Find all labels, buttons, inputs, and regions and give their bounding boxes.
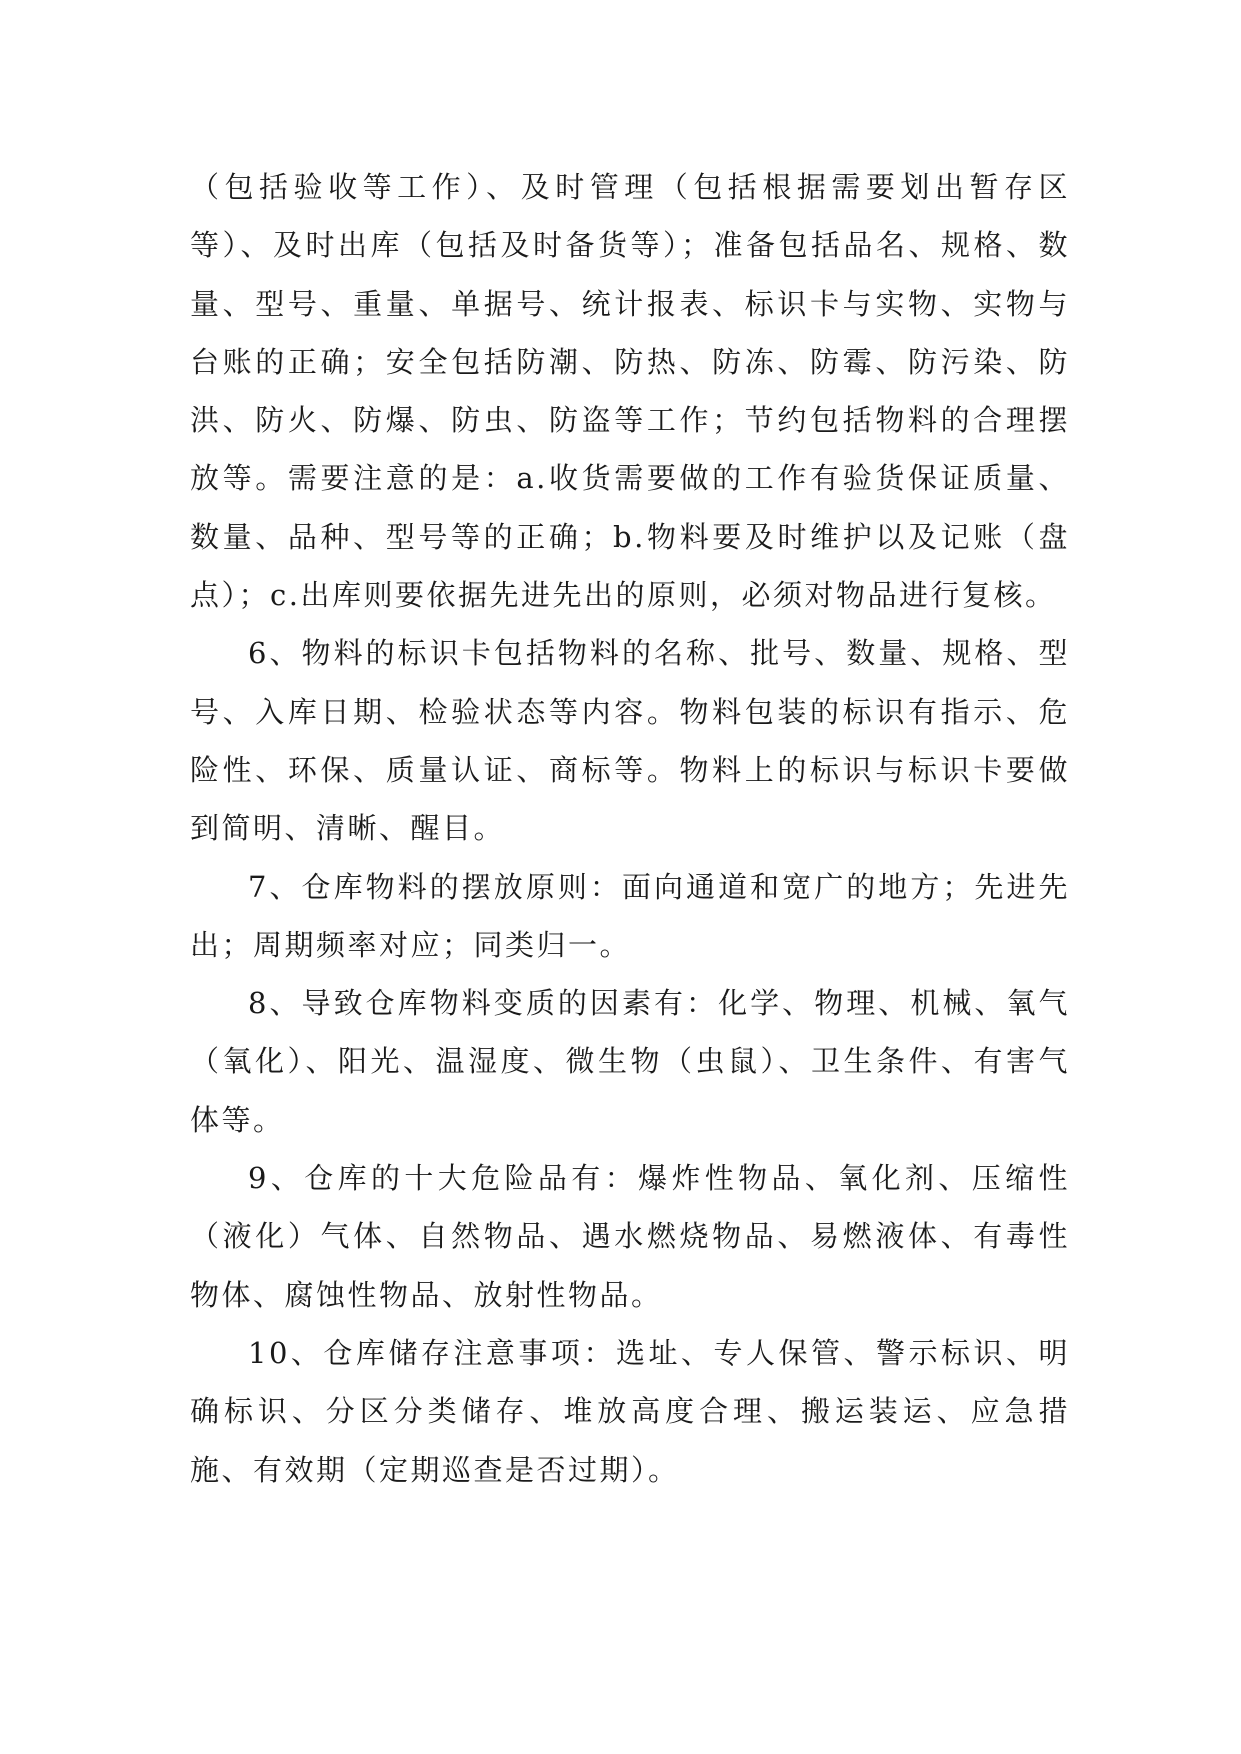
paragraph-item-10: 10、仓库储存注意事项：选址、专人保管、警示标识、明确标识、分区分类储存、堆放高度合理、搬运装运、应急措施、有效期（定期巡查是否过期）。 <box>190 1335 1070 1487</box>
paragraph-continuation: （包括验收等工作）、及时管理（包括根据需要划出暂存区等）、及时出库（包括及时备货等）；准备包括品名、规格、数量、型号、重量、单据号、统计报表、标识卡与实物、实物与台账的正确；安全包括防潮、防热、防冻、防霉、防污染、防洪、防火、防爆、防虫、防盗等工作；节约包括物料的合理摆放等。需要注意的是：a.收货需要做的工作有验货保证质量、数量、品种、型号等的正确；b.物料要及时维护以及记账（盘点）；c.出库则要依据先进先出的原则，必须对物品进行复核。 <box>190 170 1070 613</box>
document-body <box>190 158 1070 1499</box>
paragraph-item-6: 6、物料的标识卡包括物料的名称、批号、数量、规格、型号、入库日期、检验状态等内容。物料包装的标识有指示、危险性、环保、质量认证、商标等。物料上的标识与标识卡要做到简明、清晰、醒目。 <box>190 636 1070 846</box>
paragraph-item-9: 9、仓库的十大危险品有：爆炸性物品、氧化剂、压缩性（液化）气体、自然物品、遇水燃烧物品、易燃液体、有毒性物体、腐蚀性物品、放射性物品。 <box>190 1161 1070 1312</box>
paragraph-item-7: 7、仓库物料的摆放原则：面向通道和宽广的地方；先进先出；周期频率对应；同类归一。 <box>190 869 1070 962</box>
paragraph-item-8: 8、导致仓库物料变质的因素有：化学、物理、机械、氧气（氧化）、阳光、温湿度、微生物（虫鼠）、卫生条件、有害气体等。 <box>190 986 1070 1137</box>
